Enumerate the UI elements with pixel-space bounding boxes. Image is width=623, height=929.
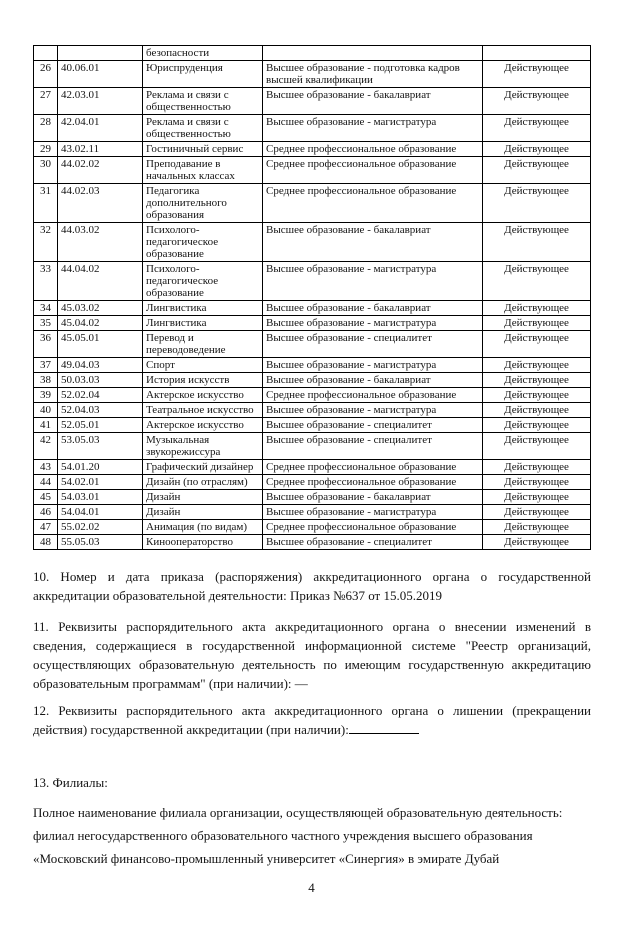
program-code-cell: 44.03.02 <box>58 223 143 262</box>
education-level-cell: Высшее образование - бакалавриат <box>263 373 483 388</box>
row-number-cell: 29 <box>34 142 58 157</box>
program-code-cell <box>58 46 143 61</box>
table-row <box>34 262 591 301</box>
education-level-cell: Высшее образование - бакалавриат <box>263 490 483 505</box>
status-cell: Действующее <box>483 505 591 520</box>
page-number: 4 <box>308 880 315 895</box>
row-number-cell: 42 <box>34 433 58 460</box>
table-row <box>34 535 591 550</box>
row-number-cell: 41 <box>34 418 58 433</box>
program-name-cell: Дизайн (по отраслям) <box>143 475 263 490</box>
status-cell: Действующее <box>483 418 591 433</box>
program-name-cell: Кинооператорство <box>143 535 263 550</box>
paragraph-12-revocation <box>33 701 591 739</box>
row-number-cell: 44 <box>34 475 58 490</box>
program-code-cell: 43.02.11 <box>58 142 143 157</box>
education-level-cell: Среднее профессиональное образование <box>263 184 483 223</box>
education-level-cell: Высшее образование - магистратура <box>263 262 483 301</box>
program-code-cell: 49.04.03 <box>58 358 143 373</box>
education-level-cell: Высшее образование - специалитет <box>263 535 483 550</box>
row-number-cell: 43 <box>34 460 58 475</box>
program-code-cell: 52.05.01 <box>58 418 143 433</box>
row-number-cell: 33 <box>34 262 58 301</box>
paragraph-13-branches-heading: 13. Филиалы: <box>33 775 108 790</box>
table-row <box>34 388 591 403</box>
table-row <box>34 157 591 184</box>
table-row <box>34 46 591 61</box>
table-row <box>34 460 591 475</box>
program-name-cell: Гостиничный сервис <box>143 142 263 157</box>
status-cell: Действующее <box>483 403 591 418</box>
table-row <box>34 115 591 142</box>
row-number-cell: 30 <box>34 157 58 184</box>
program-name-cell: Реклама и связи с общественностью <box>143 115 263 142</box>
row-number-cell: 37 <box>34 358 58 373</box>
education-level-cell: Высшее образование - магистратура <box>263 505 483 520</box>
blank-underline <box>349 721 419 734</box>
table-row <box>34 475 591 490</box>
program-name-cell: Музыкальная звукорежиссура <box>143 433 263 460</box>
table-row <box>34 505 591 520</box>
program-code-cell: 42.03.01 <box>58 88 143 115</box>
program-name-cell: Графический дизайнер <box>143 460 263 475</box>
status-cell: Действующее <box>483 535 591 550</box>
status-cell: Действующее <box>483 433 591 460</box>
status-cell: Действующее <box>483 262 591 301</box>
status-cell: Действующее <box>483 460 591 475</box>
education-level-cell: Высшее образование - специалитет <box>263 418 483 433</box>
program-name-cell: Дизайн <box>143 505 263 520</box>
program-code-cell: 45.04.02 <box>58 316 143 331</box>
program-code-cell: 55.02.02 <box>58 520 143 535</box>
status-cell: Действующее <box>483 223 591 262</box>
status-cell: Действующее <box>483 184 591 223</box>
status-cell: Действующее <box>483 157 591 184</box>
row-number-cell <box>34 46 58 61</box>
status-cell: Действующее <box>483 358 591 373</box>
education-level-cell: Среднее профессиональное образование <box>263 388 483 403</box>
education-level-cell: Среднее профессиональное образование <box>263 460 483 475</box>
education-level-cell: Высшее образование - магистратура <box>263 358 483 373</box>
program-name-cell: Анимация (по видам) <box>143 520 263 535</box>
status-cell <box>483 46 591 61</box>
program-code-cell: 45.05.01 <box>58 331 143 358</box>
program-name-cell: Актерское искусство <box>143 418 263 433</box>
education-level-cell: Высшее образование - магистратура <box>263 316 483 331</box>
education-level-cell: Высшее образование - бакалавриат <box>263 223 483 262</box>
status-cell: Действующее <box>483 373 591 388</box>
row-number-cell: 32 <box>34 223 58 262</box>
program-name-cell: Спорт <box>143 358 263 373</box>
program-code-cell: 54.02.01 <box>58 475 143 490</box>
status-cell: Действующее <box>483 88 591 115</box>
row-number-cell: 48 <box>34 535 58 550</box>
program-name-cell: Психолого-педагогическое образование <box>143 223 263 262</box>
row-number-cell: 38 <box>34 373 58 388</box>
program-code-cell: 52.02.04 <box>58 388 143 403</box>
paragraph-11-amendments: 11. Реквизиты распорядительного акта аккредитационного органа о внесении изменений в сведения, содержащиеся в государственной информационной системе "Реестр организаций, осуществляющих образовательную деятельность по имеющим государственную аккредитацию образовательным программам" (при наличии): — <box>33 619 591 691</box>
table-row <box>34 373 591 388</box>
education-level-cell: Высшее образование - бакалавриат <box>263 88 483 115</box>
status-cell: Действующее <box>483 475 591 490</box>
table-body <box>34 46 591 550</box>
program-code-cell: 55.05.03 <box>58 535 143 550</box>
row-number-cell: 36 <box>34 331 58 358</box>
paragraph-12-text: 12. Реквизиты распорядительного акта аккредитационного органа о лишении (прекращении действия) государственной аккредитации (при наличии): <box>33 703 591 737</box>
program-name-cell: Реклама и связи с общественностью <box>143 88 263 115</box>
status-cell: Действующее <box>483 388 591 403</box>
row-number-cell: 47 <box>34 520 58 535</box>
education-level-cell: Высшее образование - специалитет <box>263 331 483 358</box>
status-cell: Действующее <box>483 115 591 142</box>
program-code-cell: 44.02.03 <box>58 184 143 223</box>
table-row <box>34 358 591 373</box>
education-level-cell <box>263 46 483 61</box>
row-number-cell: 46 <box>34 505 58 520</box>
program-name-cell: История искусств <box>143 373 263 388</box>
table-row <box>34 418 591 433</box>
table-row <box>34 520 591 535</box>
program-name-cell: Педагогика дополнительного образования <box>143 184 263 223</box>
program-code-cell: 42.04.01 <box>58 115 143 142</box>
program-name-cell: Дизайн <box>143 490 263 505</box>
table-row <box>34 223 591 262</box>
program-name-cell: Театральное искусство <box>143 403 263 418</box>
program-code-cell: 50.03.03 <box>58 373 143 388</box>
education-level-cell: Высшее образование - подготовка кадров высшей квалификации <box>263 61 483 88</box>
status-cell: Действующее <box>483 316 591 331</box>
program-name-cell: Перевод и переводоведение <box>143 331 263 358</box>
education-level-cell: Высшее образование - бакалавриат <box>263 301 483 316</box>
status-cell: Действующее <box>483 520 591 535</box>
table-row <box>34 403 591 418</box>
program-code-cell: 54.04.01 <box>58 505 143 520</box>
table-row <box>34 316 591 331</box>
education-level-cell: Среднее профессиональное образование <box>263 157 483 184</box>
status-cell: Действующее <box>483 490 591 505</box>
row-number-cell: 39 <box>34 388 58 403</box>
table-row <box>34 142 591 157</box>
table-row <box>34 490 591 505</box>
accreditation-programs-table <box>33 45 591 550</box>
education-level-cell: Высшее образование - магистратура <box>263 115 483 142</box>
education-level-cell: Высшее образование - магистратура <box>263 403 483 418</box>
program-code-cell: 44.02.02 <box>58 157 143 184</box>
program-name-cell: Психолого-педагогическое образование <box>143 262 263 301</box>
program-code-cell: 54.01.20 <box>58 460 143 475</box>
program-code-cell: 52.04.03 <box>58 403 143 418</box>
branch-full-name-paragraph: Полное наименование филиала организации, осуществляющей образовательную деятельность: филиал негосударственного образовательного частного учреждения высшего образования «Московский финансово-промышленный университет «Синергия» в эмирате Дубай <box>33 805 563 866</box>
row-number-cell: 28 <box>34 115 58 142</box>
document-content <box>33 45 591 870</box>
program-code-cell: 40.06.01 <box>58 61 143 88</box>
table-row <box>34 433 591 460</box>
row-number-cell: 35 <box>34 316 58 331</box>
row-number-cell: 26 <box>34 61 58 88</box>
education-level-cell: Среднее профессиональное образование <box>263 475 483 490</box>
table-row <box>34 88 591 115</box>
paragraph-10-accreditation-order: 10. Номер и дата приказа (распоряжения) аккредитационного органа о государственной аккредитации образовательной деятельности: Приказ №637 от 15.05.2019 <box>33 569 591 603</box>
row-number-cell: 40 <box>34 403 58 418</box>
program-code-cell: 44.04.02 <box>58 262 143 301</box>
table-row <box>34 331 591 358</box>
status-cell: Действующее <box>483 301 591 316</box>
row-number-cell: 34 <box>34 301 58 316</box>
program-code-cell: 45.03.02 <box>58 301 143 316</box>
row-number-cell: 31 <box>34 184 58 223</box>
program-name-cell: Лингвистика <box>143 301 263 316</box>
table-row <box>34 61 591 88</box>
table-row <box>34 301 591 316</box>
program-name-cell: Актерское искусство <box>143 388 263 403</box>
row-number-cell: 27 <box>34 88 58 115</box>
education-level-cell: Среднее профессиональное образование <box>263 142 483 157</box>
program-code-cell: 53.05.03 <box>58 433 143 460</box>
program-name-cell: Преподавание в начальных классах <box>143 157 263 184</box>
table-row <box>34 184 591 223</box>
program-name-cell: безопасности <box>143 46 263 61</box>
education-level-cell: Высшее образование - специалитет <box>263 433 483 460</box>
program-name-cell: Лингвистика <box>143 316 263 331</box>
education-level-cell: Среднее профессиональное образование <box>263 520 483 535</box>
row-number-cell: 45 <box>34 490 58 505</box>
status-cell: Действующее <box>483 142 591 157</box>
status-cell: Действующее <box>483 331 591 358</box>
program-code-cell: 54.03.01 <box>58 490 143 505</box>
program-name-cell: Юриспруденция <box>143 61 263 88</box>
status-cell: Действующее <box>483 61 591 88</box>
